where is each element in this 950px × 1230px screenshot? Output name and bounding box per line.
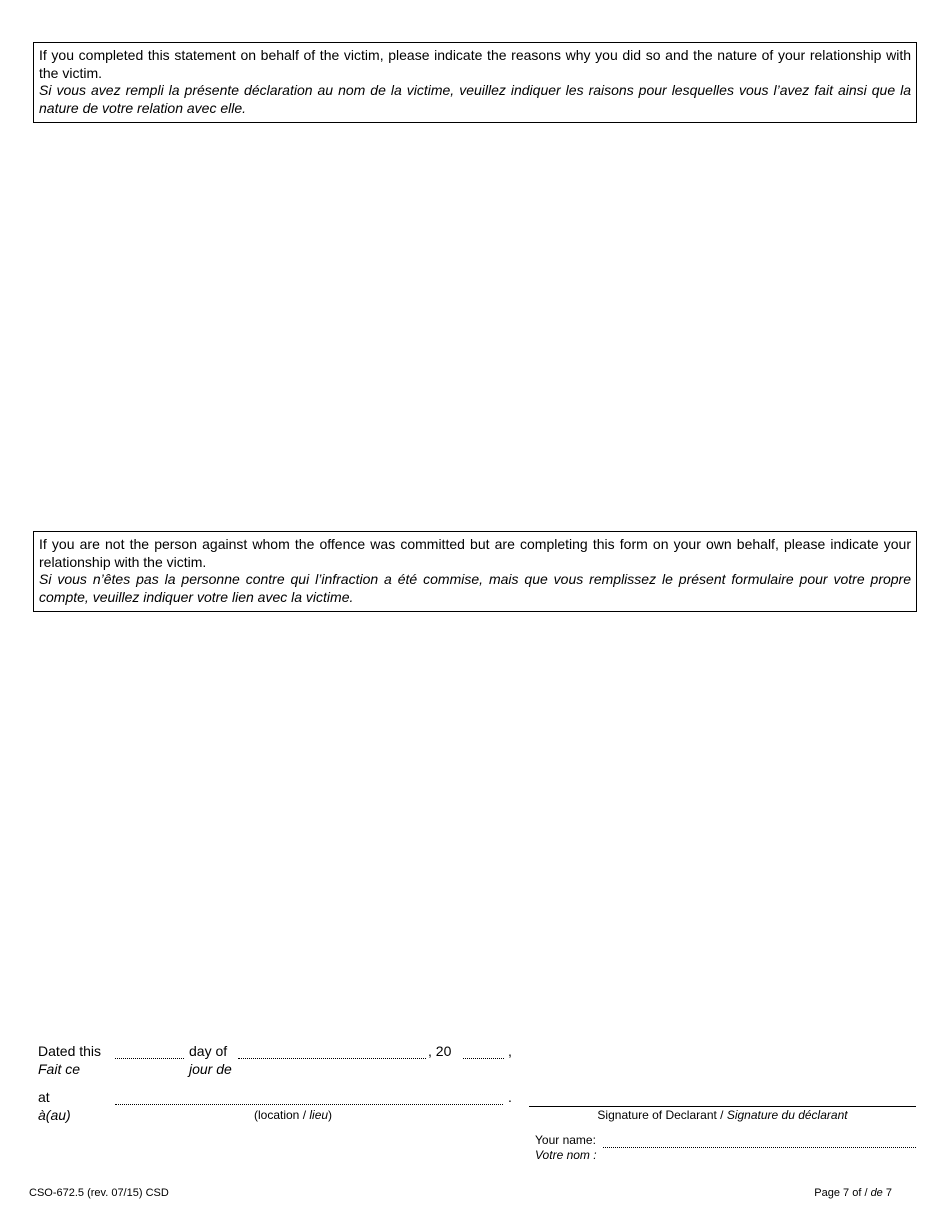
location-caption: (location / lieu) bbox=[254, 1108, 333, 1122]
jour-de-label: jour de bbox=[189, 1061, 232, 1077]
instruction-en: If you are not the person against whom the offence was committed but are completing this form on your own behalf, please indicate your relationship with the victim. bbox=[39, 536, 911, 570]
year-prefix: , 20 bbox=[428, 1043, 452, 1059]
fait-ce-label: Fait ce bbox=[38, 1061, 81, 1077]
day-field[interactable] bbox=[115, 1058, 184, 1059]
signature-caption: Signature of Declarant / Signature du déclarant bbox=[597, 1108, 848, 1122]
instruction-fr: Si vous avez rempli la présente déclaration au nom de la victime, veuillez indiquer les raisons pour lesquelles vous l’avez fait ainsi que la nature de votre relation avec elle. bbox=[39, 82, 911, 116]
location-field[interactable] bbox=[115, 1104, 503, 1105]
votre-nom-label: Votre nom : bbox=[535, 1148, 597, 1162]
your-name-label: Your name: bbox=[535, 1133, 596, 1147]
period: . bbox=[508, 1089, 512, 1105]
year-field[interactable] bbox=[463, 1058, 504, 1059]
instruction-en: If you completed this statement on behalf of the victim, please indicate the reasons why you did so and the nature of your relationship with the victim. bbox=[39, 47, 911, 81]
dated-this-label: Dated this bbox=[38, 1043, 102, 1059]
day-of-label: day of bbox=[189, 1043, 228, 1059]
at-label: at bbox=[38, 1089, 50, 1105]
instruction-fr: Si vous n’êtes pas la personne contre qui l’infraction a été commise, mais que vous remplissez le présent formulaire pour votre propre compte, veuillez indiquer votre lien avec la victime. bbox=[39, 571, 911, 605]
comma: , bbox=[508, 1043, 512, 1059]
signature-line[interactable] bbox=[529, 1106, 916, 1107]
a-au-label: à(au) bbox=[38, 1107, 71, 1123]
form-number: CSO-672.5 (rev. 07/15) CSD bbox=[29, 1187, 169, 1199]
page-number: Page 7 of / de 7 bbox=[814, 1187, 892, 1199]
month-field[interactable] bbox=[238, 1058, 426, 1059]
section-own-behalf bbox=[33, 531, 917, 612]
name-field[interactable] bbox=[603, 1147, 916, 1148]
response-area-2[interactable] bbox=[33, 615, 917, 1035]
response-area-1[interactable] bbox=[33, 126, 917, 526]
section-on-behalf-of-victim bbox=[33, 42, 917, 123]
